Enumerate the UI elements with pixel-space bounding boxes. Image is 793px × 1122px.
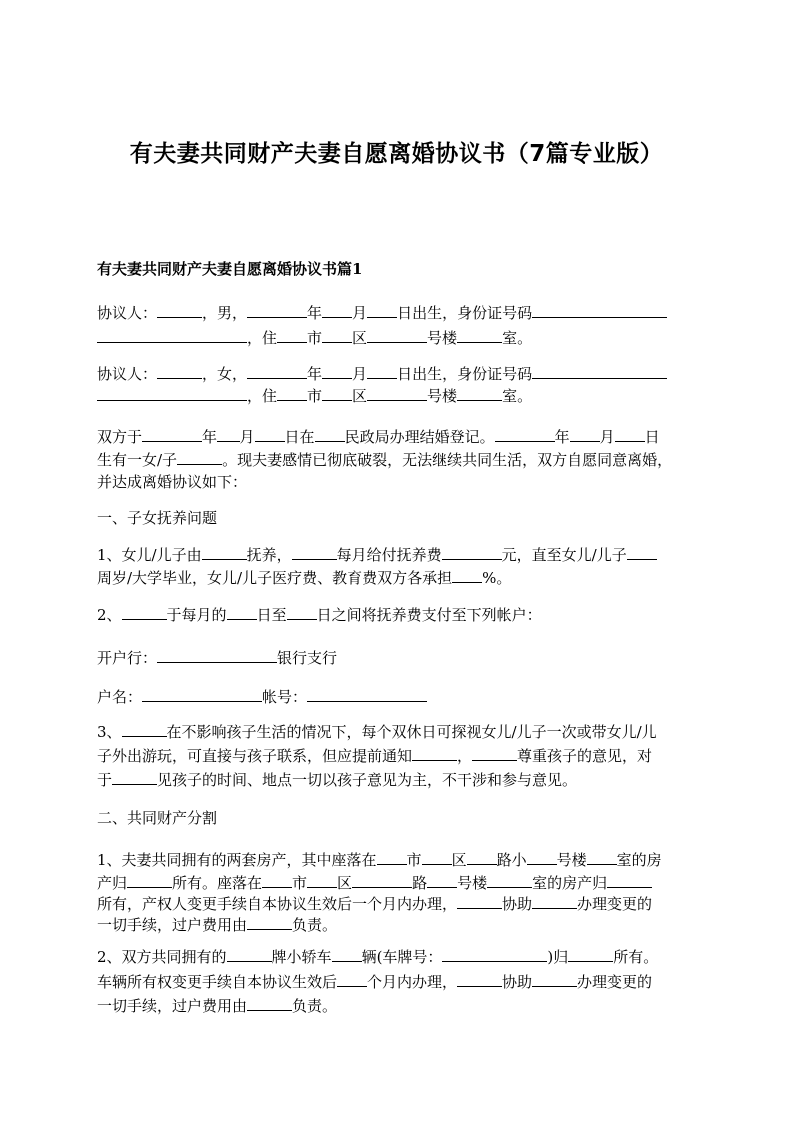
text-segment: 年 (554, 428, 570, 446)
text-segment: 市 (292, 874, 308, 892)
fill-in-blank (277, 386, 307, 401)
text-segment: 号楼 (457, 874, 488, 892)
text-segment: 元，直至女儿/儿子 (501, 546, 627, 564)
fill-in-blank (247, 996, 292, 1011)
text-segment: 辆(车牌号： (361, 948, 443, 966)
fill-in-blank (532, 972, 577, 987)
text-segment: 室的房产归 (532, 874, 608, 892)
fill-in-blank (587, 850, 617, 865)
text-line (97, 605, 542, 625)
fill-in-blank (322, 328, 352, 343)
text-segment: 日至 (256, 606, 287, 624)
text-segment: 帐号： (262, 688, 308, 706)
text-line (97, 687, 427, 707)
fill-in-blank (322, 386, 352, 401)
fill-in-blank (487, 873, 532, 888)
text-segment: 牌小轿车 (271, 948, 332, 966)
text-segment: 一、子女抚养问题 (97, 509, 218, 527)
text-line (97, 450, 672, 470)
fill-in-blank (202, 545, 247, 560)
text-segment: 所有。座落在 (172, 874, 263, 892)
text-segment: 尊重孩子的意见，对 (517, 747, 653, 765)
text-line (97, 894, 652, 914)
fill-in-blank (532, 303, 667, 318)
fill-in-blank (217, 427, 240, 442)
text-segment: 办理变更的 (577, 895, 653, 913)
text-segment: 号楼 (556, 851, 587, 869)
text-line (97, 648, 337, 668)
fill-in-blank (627, 545, 657, 560)
text-line (97, 364, 667, 384)
text-segment: 产归 (97, 874, 128, 892)
fill-in-blank (532, 894, 577, 909)
text-line (97, 915, 337, 935)
text-segment: 抚养， (246, 546, 292, 564)
text-segment: 年 (307, 304, 323, 322)
text-segment: ，男， (202, 304, 248, 322)
text-line (97, 770, 577, 790)
text-segment: 每月给付抚养费 (336, 546, 442, 564)
text-segment: 双方于 (97, 428, 143, 446)
fill-in-blank (227, 947, 272, 962)
text-segment: 见孩子的时间、地点一切以孩子意见为主，不干涉和参与意见。 (157, 771, 578, 789)
fill-in-blank (227, 605, 257, 620)
text-segment: 年 (202, 428, 218, 446)
text-segment: 2、双方共同拥有的 (97, 948, 227, 966)
fill-in-blank (570, 427, 600, 442)
fill-in-blank (527, 850, 557, 865)
fill-in-blank (157, 303, 202, 318)
text-segment: 并达成离婚协议如下： (97, 473, 248, 491)
text-segment: 区 (337, 874, 353, 892)
fill-in-blank (457, 328, 502, 343)
text-segment: 日在 (284, 428, 315, 446)
text-line (97, 508, 217, 528)
text-segment: 月 (599, 428, 615, 446)
fill-in-blank (337, 972, 367, 987)
text-segment: 年 (307, 365, 323, 383)
text-line (97, 746, 652, 766)
text-segment: 所有。 (613, 948, 659, 966)
text-segment: 号楼 (427, 387, 458, 405)
fill-in-blank (367, 328, 427, 343)
text-segment: 办理变更的 (577, 973, 653, 991)
text-line (97, 972, 652, 992)
fill-in-blank (127, 873, 172, 888)
text-segment: 协助 (502, 895, 533, 913)
text-segment: ，女， (202, 365, 248, 383)
fill-in-blank (307, 873, 337, 888)
fill-in-blank (157, 648, 277, 663)
text-segment: ， (457, 747, 473, 765)
fill-in-blank (322, 364, 352, 379)
fill-in-blank (457, 386, 502, 401)
fill-in-blank (122, 605, 167, 620)
text-segment: 。现夫妻感情已彻底破裂，无法继续共同生活，双方自愿同意离婚， (222, 451, 673, 469)
fill-in-blank (287, 605, 317, 620)
fill-in-blank (532, 364, 667, 379)
text-line (97, 545, 657, 565)
fill-in-blank (412, 746, 457, 761)
text-segment: 2、 (97, 606, 122, 624)
fill-in-blank (568, 947, 613, 962)
text-segment: 民政局办理结婚登记。 (344, 428, 495, 446)
fill-in-blank (122, 722, 167, 737)
text-segment: 开户行： (97, 649, 158, 667)
fill-in-blank (292, 545, 337, 560)
text-segment: 室。 (502, 387, 533, 405)
text-segment: 生有一女/子 (97, 451, 178, 469)
fill-in-blank (97, 386, 247, 401)
fill-in-blank (615, 427, 645, 442)
text-segment: ，住 (247, 329, 278, 347)
text-segment: 所有，产权人变更手续自本协议生效后一个月内办理， (97, 895, 458, 913)
fill-in-blank (247, 915, 292, 930)
text-line (97, 850, 662, 870)
text-segment: 协助 (502, 973, 533, 991)
fill-in-blank (452, 568, 482, 583)
text-segment: 路 (412, 874, 428, 892)
text-segment: 日出生，身份证号码 (397, 365, 533, 383)
text-segment: 月 (352, 365, 368, 383)
text-segment: 一切手续，过户费用由 (97, 916, 248, 934)
text-segment: 户名： (97, 688, 143, 706)
fill-in-blank (315, 427, 345, 442)
fill-in-blank (495, 427, 555, 442)
text-line (97, 996, 337, 1016)
fill-in-blank (332, 947, 362, 962)
fill-in-blank (277, 328, 307, 343)
fill-in-blank (262, 873, 292, 888)
text-segment: )归 (547, 948, 569, 966)
text-segment: 一切手续，过户费用由 (97, 997, 248, 1015)
text-segment: %。 (482, 569, 512, 587)
text-line (97, 568, 511, 588)
text-segment: 1、夫妻共同拥有的两套房产，其中座落在 (97, 851, 377, 869)
fill-in-blank (367, 303, 397, 318)
text-segment: 日 (644, 428, 660, 446)
text-segment: 路小 (496, 851, 527, 869)
text-segment: 车辆所有权变更手续自本协议生效后 (97, 973, 338, 991)
text-line (97, 873, 652, 893)
text-line (97, 947, 658, 967)
text-segment: 个月内办理， (367, 973, 458, 991)
fill-in-blank (112, 770, 157, 785)
fill-in-blank (307, 687, 427, 702)
fill-in-blank (142, 427, 202, 442)
text-segment: 区 (451, 851, 467, 869)
fill-in-blank (467, 850, 497, 865)
text-line (97, 386, 532, 406)
text-line (97, 427, 660, 447)
fill-in-blank (255, 427, 285, 442)
text-segment: 于 (97, 771, 113, 789)
text-segment: 周岁/大学毕业，女儿/儿子医疗费、教育费双方各承担 (97, 569, 453, 587)
text-segment: 室。 (502, 329, 533, 347)
section-title: 有夫妻共同财产夫妻自愿离婚协议书篇1 (97, 260, 363, 278)
fill-in-blank (377, 850, 407, 865)
text-line (97, 303, 667, 323)
fill-in-blank (247, 303, 307, 318)
text-segment: 协议人： (97, 365, 158, 383)
text-segment: 于每月的 (166, 606, 227, 624)
fill-in-blank (177, 450, 222, 465)
fill-in-blank (322, 303, 352, 318)
fill-in-blank (457, 894, 502, 909)
text-segment: 协议人： (97, 304, 158, 322)
text-segment: 日出生，身份证号码 (397, 304, 533, 322)
text-segment: 市 (406, 851, 422, 869)
text-segment: 月 (239, 428, 255, 446)
text-line (97, 808, 217, 828)
text-segment: 区 (352, 387, 368, 405)
fill-in-blank (367, 386, 427, 401)
text-segment: 室的房 (616, 851, 662, 869)
text-segment: 号楼 (427, 329, 458, 347)
text-line (97, 328, 532, 348)
text-segment: 负责。 (292, 997, 338, 1015)
fill-in-blank (442, 545, 502, 560)
text-segment: 银行支行 (277, 649, 338, 667)
text-segment: 区 (352, 329, 368, 347)
fill-in-blank (97, 328, 247, 343)
text-segment: 在不影响孩子生活的情况下，每个双休日可探视女儿/儿子一次或带女儿/儿 (166, 723, 657, 741)
text-segment: 市 (307, 387, 323, 405)
fill-in-blank (472, 746, 517, 761)
fill-in-blank (442, 947, 547, 962)
text-segment: 3、 (97, 723, 122, 741)
fill-in-blank (607, 873, 652, 888)
text-segment: 日之间将抚养费支付至下列帐户： (316, 606, 542, 624)
fill-in-blank (457, 972, 502, 987)
text-segment: 1、女儿/儿子由 (97, 546, 202, 564)
text-segment: 子外出游玩，可直接与孩子联系，但应提前通知 (97, 747, 413, 765)
fill-in-blank (427, 873, 457, 888)
text-line (97, 722, 657, 742)
text-segment: 负责。 (292, 916, 338, 934)
fill-in-blank (367, 364, 397, 379)
text-segment: 月 (352, 304, 368, 322)
text-segment: 二、共同财产分割 (97, 809, 218, 827)
fill-in-blank (142, 687, 262, 702)
fill-in-blank (247, 364, 307, 379)
fill-in-blank (352, 873, 412, 888)
text-segment: 市 (307, 329, 323, 347)
text-line (97, 472, 247, 492)
document-title: 有夫妻共同财产夫妻自愿离婚协议书（7篇专业版） (129, 141, 664, 167)
fill-in-blank (422, 850, 452, 865)
fill-in-blank (157, 364, 202, 379)
text-segment: ，住 (247, 387, 278, 405)
